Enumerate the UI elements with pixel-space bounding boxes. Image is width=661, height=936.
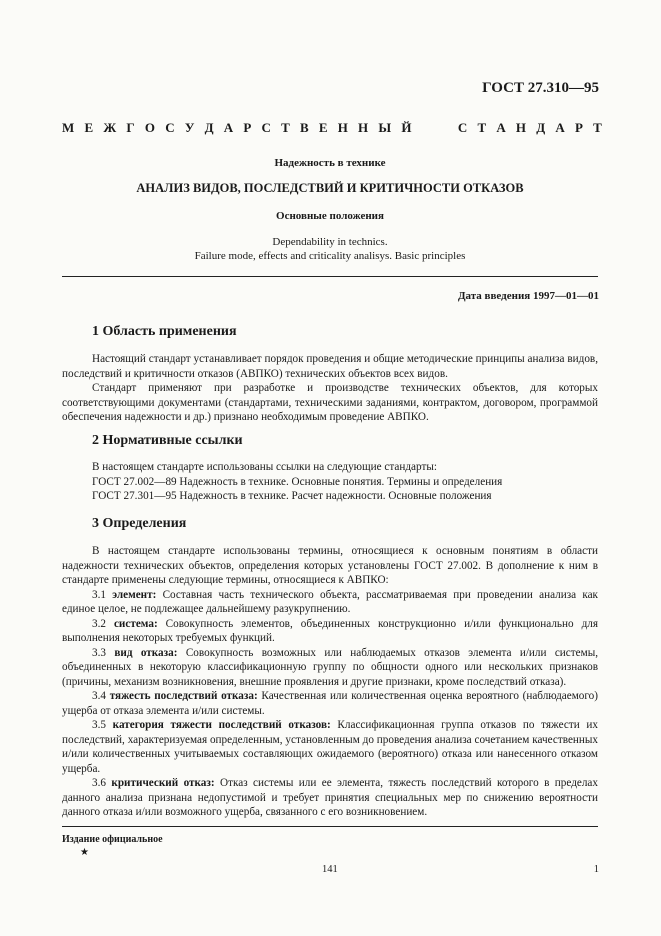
- definition-number: 3.1: [92, 588, 113, 601]
- banner-letter: Е: [84, 120, 94, 135]
- definition-term: вид отказа:: [114, 646, 178, 659]
- section-2-body: [62, 460, 598, 504]
- definition-item: [62, 646, 598, 690]
- definition-item: [62, 617, 598, 646]
- definition-term: критический отказ:: [111, 777, 215, 789]
- banner-letter: Т: [281, 120, 290, 135]
- english-title-line1: Dependability in technics.: [272, 236, 388, 248]
- paragraph: Стандарт применяют при разработке и производстве технических объектов, для которых соответствующими документами (стандартами, техническими заданиями, контрактом, договором, программой обеспечения надежности и др.) признано необходимым проведение АВПКО.: [62, 382, 598, 423]
- banner-letter: Н: [337, 120, 348, 135]
- document-subtitle: Основные положения: [276, 210, 384, 222]
- banner-letter: М: [62, 120, 75, 135]
- banner-letter: Ы: [378, 120, 392, 135]
- document-title: АНАЛИЗ ВИДОВ, ПОСЛЕДСТВИЙ И КРИТИЧНОСТИ ОТКАЗОВ: [136, 181, 524, 195]
- effective-date: Дата введения 1997—01—01: [457, 290, 599, 302]
- section-2-heading: 2 Нормативные ссылки: [92, 433, 243, 448]
- definition-text: Совокупность возможных или наблюдаемых отказов элемента и/или системы, объединенных в некоторую классификационную группу по общности одного или нескольких признаков (причины, механизм возникновения, внешние проявления и другие признаки, кроме последствий отказа).: [62, 646, 599, 688]
- banner-letter: Г: [126, 120, 135, 135]
- banner-letter: У: [184, 120, 195, 135]
- subject-heading: Надежность в технике: [274, 157, 386, 169]
- section-1-heading: 1 Область применения: [92, 324, 237, 339]
- definition-text: Отказ системы или ее элемента, тяжесть последствий которого в пределах данного анализа признана недопустимой и требует принятия специальных мер по снижению вероятности данного отказа и/или возможного ущерба, связанного с его возникновением.: [62, 777, 598, 818]
- section-3-body: [62, 544, 598, 820]
- definition-text: Качественная или количественная оценка вероятного (наблюдаемого) ущерба от отказа элемента и/или системы.: [62, 690, 599, 717]
- reference-item: ГОСТ 27.301—95 Надежность в технике. Расчет надежности. Основные положения: [92, 490, 492, 502]
- definition-term: система:: [113, 617, 158, 630]
- definition-term: категория тяжести последствий отказов:: [112, 719, 331, 731]
- definition-number: 3.3: [92, 646, 115, 659]
- star-icon: ★: [80, 847, 89, 858]
- banner-letter: В: [299, 120, 309, 135]
- definition-item: [62, 588, 598, 617]
- reference-item: ГОСТ 27.002—89 Надежность в технике. Основные понятия. Термины и определения: [92, 475, 503, 488]
- banner-letter: Р: [243, 120, 252, 135]
- paragraph: Настоящий стандарт устанавливает порядок проведения и общие методические принципы анализа видов, последствий и критичности отказов (АВПКО) технических объектов всех видов.: [62, 353, 598, 380]
- banner-letter: А: [223, 120, 234, 135]
- definition-number: 3.4: [92, 690, 110, 702]
- banner-letter: Е: [318, 120, 328, 135]
- definition-number: 3.6: [92, 777, 112, 789]
- definition-term: тяжесть последствий отказа:: [109, 690, 258, 702]
- gost-code: ГОСТ 27.310—95: [482, 80, 599, 96]
- definition-item: [62, 718, 598, 776]
- banner-letter: Ж: [103, 120, 117, 135]
- banner-letter: С: [165, 120, 175, 135]
- section-3-heading: 3 Определения: [92, 516, 187, 531]
- definition-number: 3.5: [92, 719, 113, 731]
- banner-letter: Т: [477, 120, 487, 135]
- banner-gap: [422, 120, 448, 136]
- banner-letter: Д: [536, 120, 546, 135]
- banner-letter: А: [555, 120, 565, 135]
- banner-letter: Н: [358, 120, 369, 135]
- definition-item: [62, 689, 598, 718]
- paragraph: В настоящем стандарте использованы термины, относящиеся к основным понятиям в области надежности технических объектов, определения которых установлены ГОСТ 27.002. В дополнение к ним в стандарте применены следующие термины, относящиеся к АВПКО:: [62, 545, 598, 586]
- title-divider: [62, 276, 598, 277]
- banner-letter: О: [144, 120, 156, 135]
- interstate-standard-banner: [62, 120, 602, 136]
- footer-divider: [62, 826, 598, 827]
- banner-letter: С: [261, 120, 271, 135]
- banner-letter: А: [496, 120, 506, 135]
- banner-letter: С: [457, 120, 468, 135]
- banner-letter: Н: [515, 120, 527, 135]
- page-number: 141: [322, 864, 338, 875]
- banner-letter: Р: [575, 120, 583, 135]
- edition-label: Издание официальное: [62, 834, 163, 845]
- section-1-body: [62, 352, 598, 425]
- banner-letter: Т: [593, 120, 602, 135]
- english-title-line2: Failure mode, effects and criticality analisys. Basic principles: [194, 250, 466, 262]
- banner-letter: Д: [204, 120, 214, 135]
- definition-item: [62, 776, 598, 820]
- paragraph: В настоящем стандарте использованы ссылки на следующие стандарты:: [92, 461, 437, 473]
- sheet-number: 1: [593, 864, 599, 875]
- definition-text: Составная часть технического объекта, рассматриваемая при проведении анализа как единое целое, не подлежащее дальнейшему разукрупнению.: [62, 588, 598, 615]
- banner-letter: Й: [401, 120, 412, 135]
- definition-number: 3.2: [92, 617, 114, 630]
- definition-term: элемент:: [112, 588, 157, 601]
- definition-text: Классификационная группа отказов по тяжести их последствий, характеризуемая определенным, установленным до проведения анализа сочетанием качественных и/или количественных учитываемых составляющих ожидаемого (вероятного) отказа или нанесенного отказом ущерба.: [62, 719, 598, 775]
- definition-text: Совокупность элементов, объединенных конструкционно и/или функционально для выполнения некоторых требуемых функций.: [62, 617, 598, 644]
